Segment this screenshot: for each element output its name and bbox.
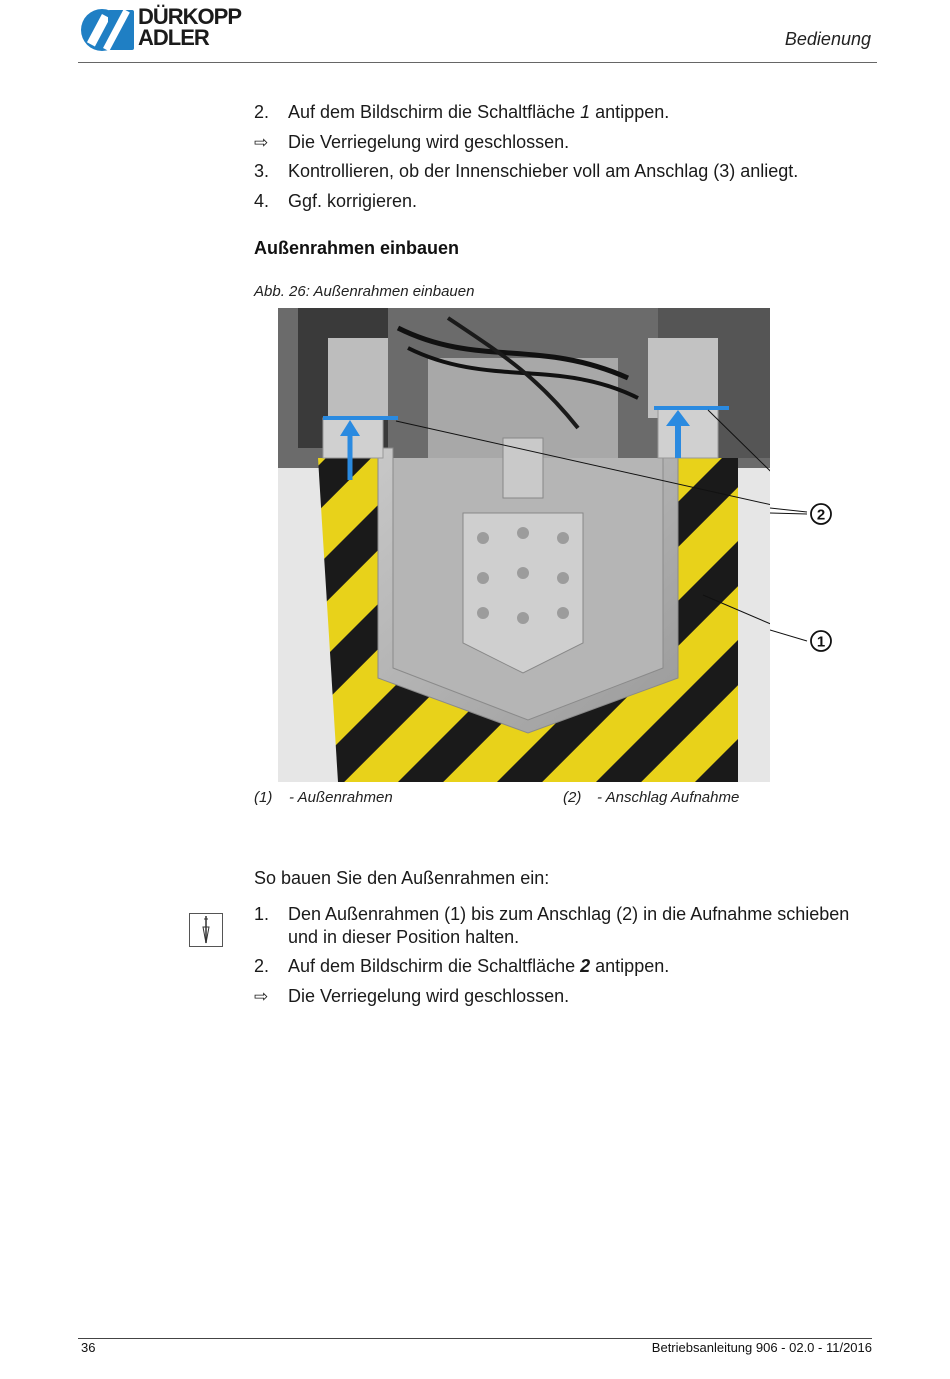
step-text: antippen. xyxy=(590,102,670,122)
callout-2-label: 2 xyxy=(816,506,826,524)
page-number: 36 xyxy=(81,1340,96,1355)
legend-num: (1) xyxy=(254,789,273,806)
figure-legend xyxy=(254,789,854,809)
outer-frame-photo xyxy=(278,308,770,782)
legend-num: (2) xyxy=(563,789,582,806)
step-text: Kontrollieren, ob der Innenschieber voll am Anschlag (3) anliegt. xyxy=(288,161,799,181)
arrow-result-icon: ⇨ xyxy=(254,987,269,1006)
document-reference: Betriebsanleitung 906 - 02.0 - 11/2016 xyxy=(651,1340,872,1355)
callout-1-label: 1 xyxy=(816,633,826,651)
logo-wordmark xyxy=(138,6,241,48)
step-text-line1: Den Außenrahmen (1) bis zum Anschlag (2) in die Aufnahme schieben xyxy=(288,904,850,924)
result-text: Die Verriegelung wird geschlossen. xyxy=(288,132,570,152)
legend-text: - Anschlag Aufnahme xyxy=(597,789,740,806)
figure-caption: Abb. 26: Außenrahmen einbauen xyxy=(254,283,475,300)
step-button-ref: 2 xyxy=(580,956,591,976)
step-button-ref: 1 xyxy=(580,102,591,122)
step-text: Auf dem Bildschirm die Schaltfläche xyxy=(288,102,581,122)
footer-divider xyxy=(78,1338,872,1339)
step-text-line2: und in dieser Position halten. xyxy=(288,927,520,947)
step-number: 2. xyxy=(254,102,270,122)
step-text: Ggf. korrigieren. xyxy=(288,191,418,211)
logo-line2: ADLER xyxy=(138,25,209,50)
step-text: Auf dem Bildschirm die Schaltfläche xyxy=(288,956,581,976)
step-number: 1. xyxy=(254,904,270,924)
result-text: Die Verriegelung wird geschlossen. xyxy=(288,986,570,1006)
step-number: 3. xyxy=(254,161,270,181)
step-number: 4. xyxy=(254,191,270,211)
step-number: 2. xyxy=(254,956,270,976)
section-title: Bedienung xyxy=(784,29,871,49)
arrow-result-icon: ⇨ xyxy=(254,133,269,152)
legend-text: - Außenrahmen xyxy=(289,789,393,806)
header-divider xyxy=(78,62,877,63)
callout-markers xyxy=(806,500,836,660)
instruction-intro: So bauen Sie den Außenrahmen ein: xyxy=(254,868,550,888)
needle-icon xyxy=(189,913,223,947)
callout-leaders xyxy=(770,400,810,650)
step-text: antippen. xyxy=(590,956,670,976)
logo-line1: DÜRKOPP xyxy=(138,4,242,29)
section-heading: Außenrahmen einbauen xyxy=(254,238,460,258)
